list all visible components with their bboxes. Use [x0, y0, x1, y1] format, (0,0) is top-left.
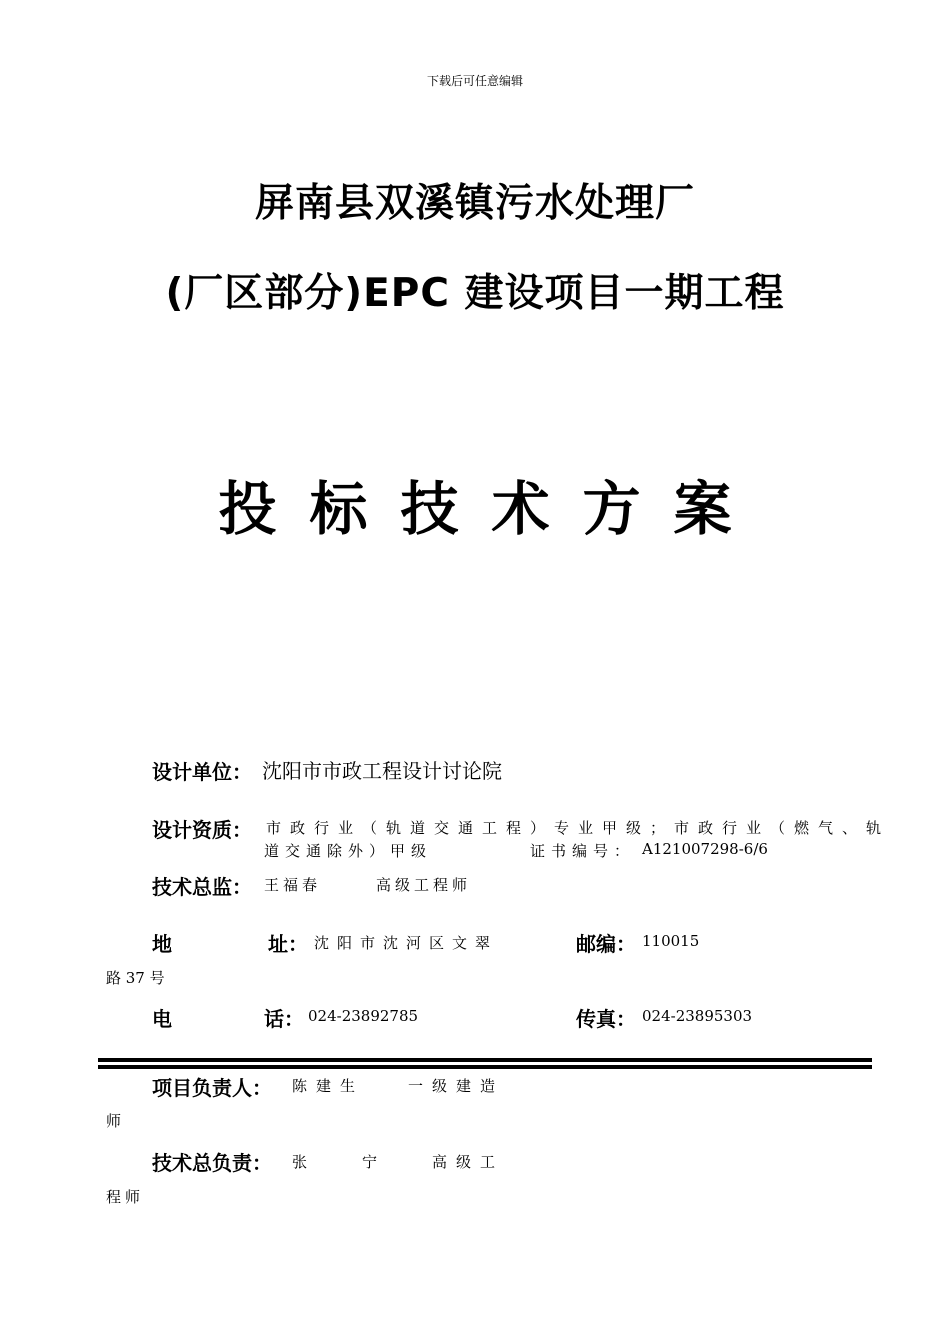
- phone-value: 024-23892785: [308, 1007, 419, 1025]
- tech-lead-name-second: 宁: [362, 1153, 382, 1171]
- tech-lead-label: 技术总负责：: [152, 1151, 272, 1175]
- fax-label: 传真：: [576, 1007, 636, 1031]
- phone-label-end: 话：: [264, 1007, 304, 1031]
- tech-director-label: 技术总监：: [152, 875, 252, 899]
- header-note: 下载后可任意编辑: [426, 74, 523, 88]
- divider-rule-bottom: [98, 1065, 872, 1069]
- fax-value: 024-23895303: [642, 1007, 753, 1025]
- project-lead-title: 一级建造: [408, 1077, 505, 1095]
- address-continued: 路 37 号: [106, 969, 165, 987]
- design-unit-value: 沈阳市市政工程设计讨论院: [262, 759, 502, 783]
- certificate-number: A121007298-6/6: [642, 840, 768, 858]
- qualification-line2: 道交通除外）甲级: [264, 842, 433, 860]
- tech-lead-title: 高级工: [432, 1153, 505, 1171]
- document-type-heading: 投标技术方案: [218, 475, 765, 543]
- design-unit-label: 设计单位：: [152, 760, 252, 784]
- tech-director-title: 高级工程师: [376, 876, 472, 894]
- qualification-line1: 市政行业（轨道交通工程）专业甲级；市政行业（燃气、轨: [266, 819, 891, 837]
- project-title-line1: 屏南县双溪镇污水处理厂: [254, 181, 695, 226]
- address-label-start: 地: [152, 932, 172, 956]
- address-value: 沈阳市沈河区文翠: [314, 934, 499, 952]
- divider-rule-top: [98, 1058, 872, 1062]
- phone-label-start: 电: [152, 1007, 172, 1031]
- project-lead-name: 陈建生: [292, 1077, 365, 1095]
- qualification-label: 设计资质：: [152, 818, 252, 842]
- tech-lead-title-continued: 程师: [106, 1188, 145, 1206]
- postcode-value: 110015: [642, 932, 700, 950]
- tech-lead-name-first: 张: [292, 1153, 312, 1171]
- address-label-end: 址：: [268, 932, 308, 956]
- tech-director-name: 王福春: [264, 876, 322, 894]
- project-lead-title-continued: 师: [106, 1112, 126, 1130]
- project-lead-label: 项目负责人：: [152, 1076, 272, 1100]
- postcode-label: 邮编：: [576, 932, 636, 956]
- project-title-line2: (厂区部分)EPC 建设项目一期工程: [165, 271, 785, 316]
- certificate-label: 证书编号：: [530, 842, 636, 860]
